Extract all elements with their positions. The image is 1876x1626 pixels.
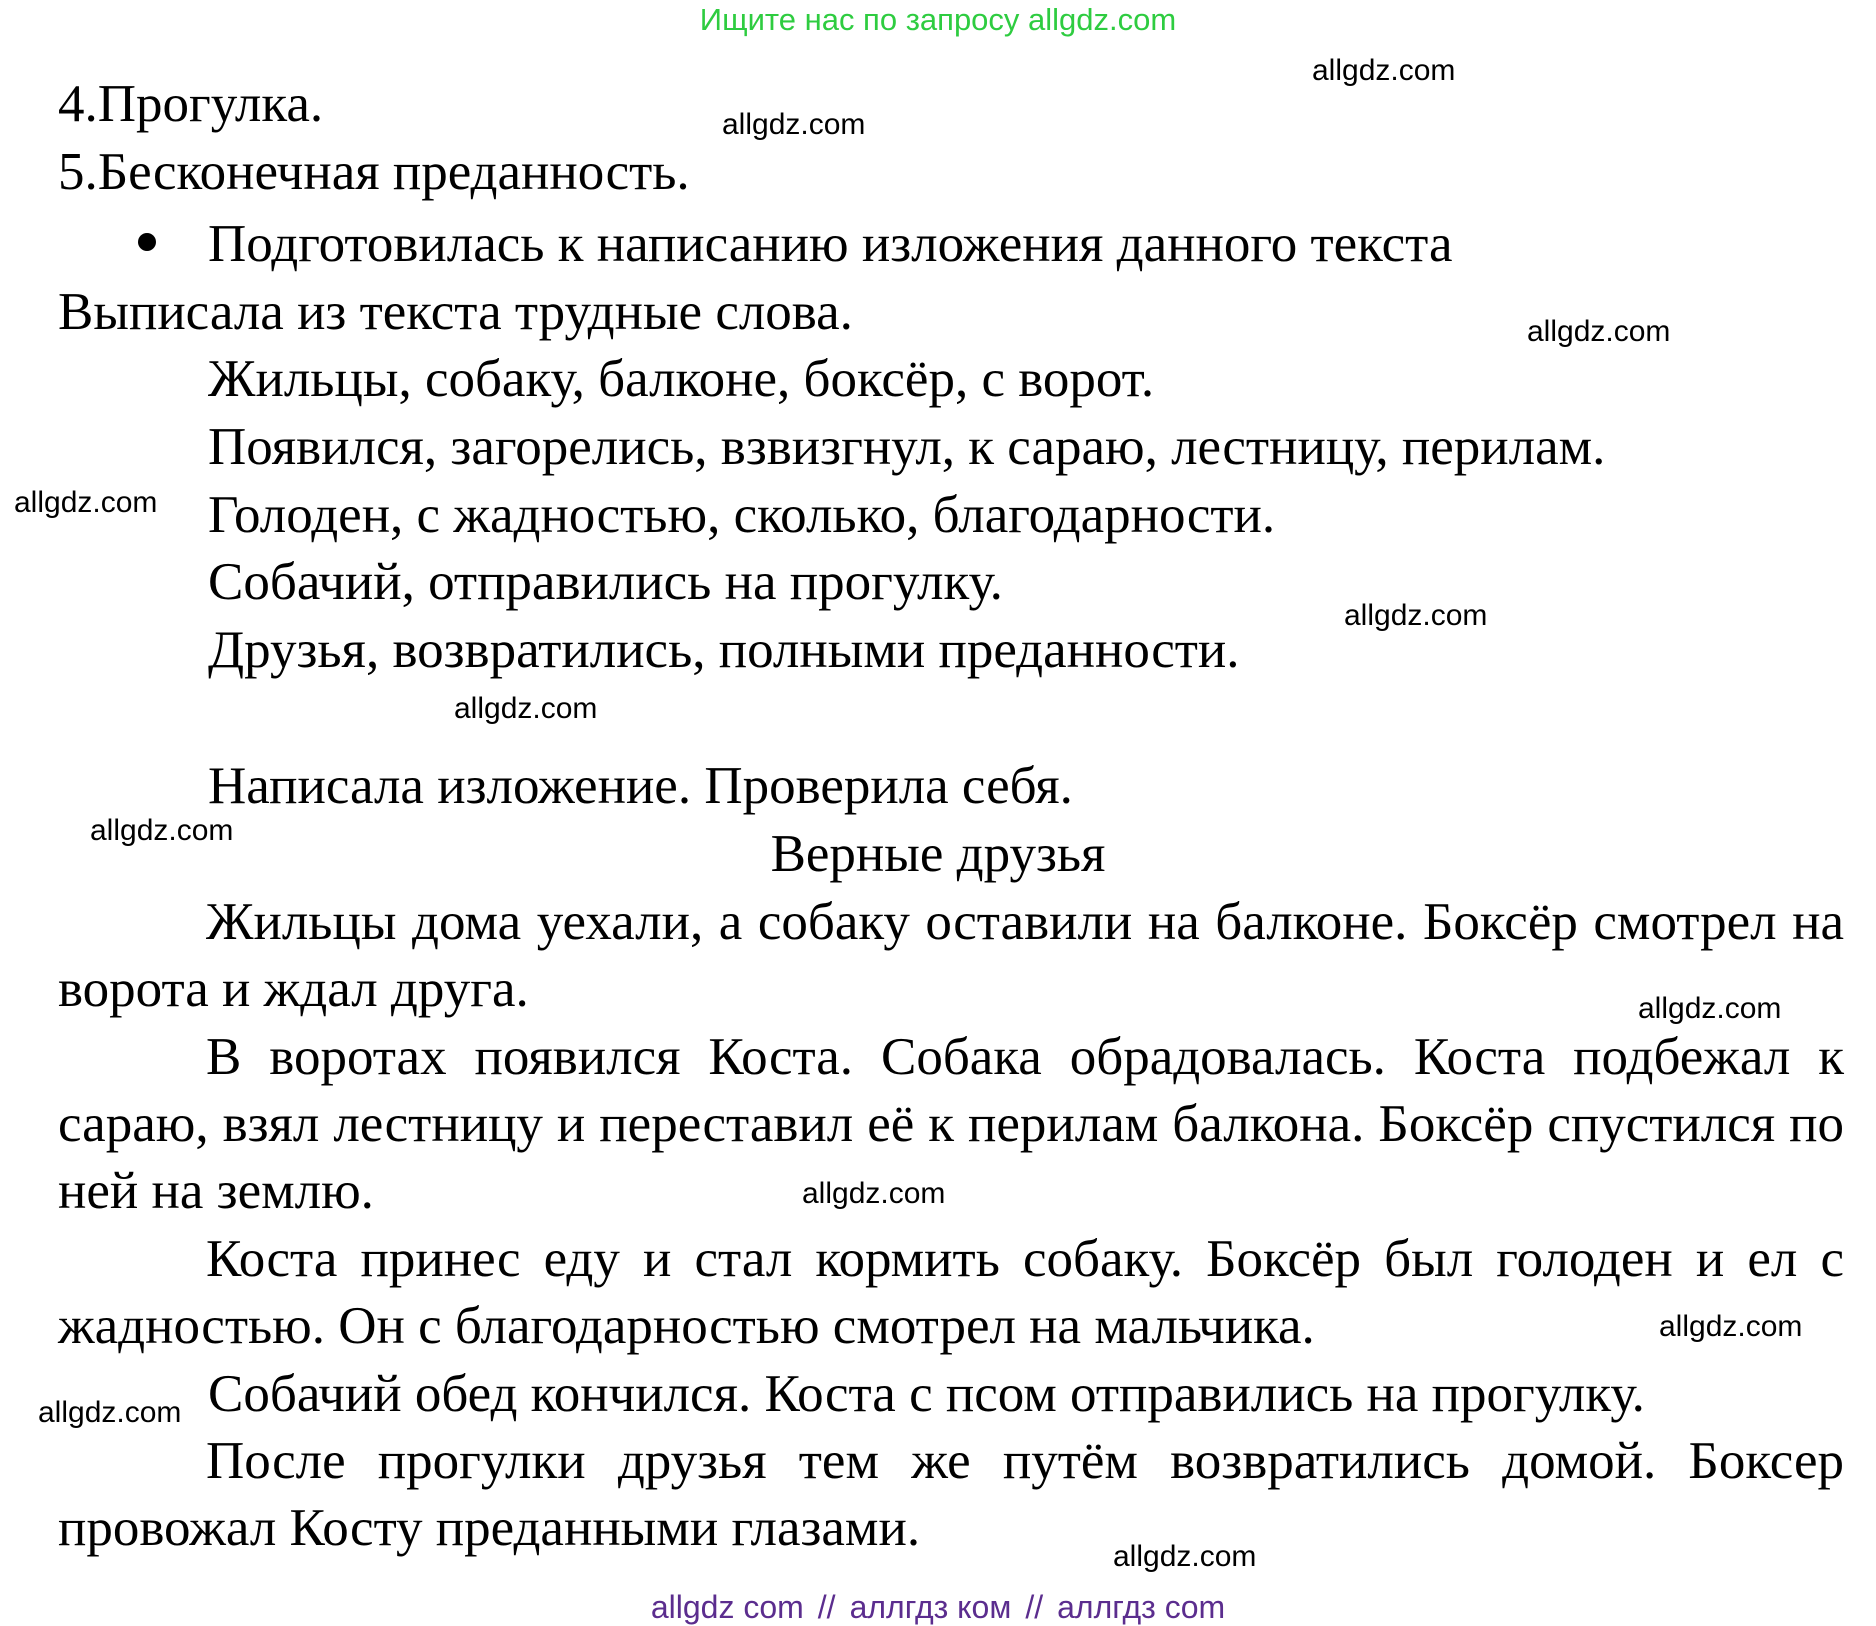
plan-item-5: 5.Бесконечная преданность. (58, 143, 690, 201)
essay-paragraph-text: В воротах появился Коста. Собака обрадовалась. Коста подбежал к сараю, взял лестницу и переставил её к перилам балкона. Боксёр спустился по ней на землю. (58, 1028, 1844, 1220)
essay-paragraph-text: Коста принес еду и стал кормить собаку. Боксёр был голоден и ел с жадностью. Он с благодарностью смотрел на мальчика. (58, 1230, 1844, 1355)
watermark: allgdz.com (1638, 992, 1782, 1025)
essay-title: Верные друзья (770, 825, 1106, 883)
watermark: allgdz.com (1312, 54, 1456, 87)
watermark: allgdz.com (722, 108, 866, 141)
essay-paragraph-text: Собачий обед кончился. Коста с псом отправились на прогулку. (208, 1365, 1645, 1423)
hard-words-intro: Выписала из текста трудные слова. (58, 283, 853, 341)
watermark: allgdz.com (38, 1396, 182, 1429)
hard-words-line: Друзья, возвратились, полными преданности. (208, 621, 1240, 679)
watermark: allgdz.com (802, 1177, 946, 1210)
bottom-banner-separator: // (817, 1589, 836, 1625)
watermark: allgdz.com (14, 486, 158, 519)
essay-paragraph (58, 1024, 1844, 1225)
bottom-banner-part: аллгдз ком (849, 1589, 1012, 1625)
top-banner: Ищите нас по запросу allgdz.com (699, 2, 1177, 37)
bullet-icon (138, 233, 156, 251)
wrote-line: Написала изложение. Проверила себя. (208, 757, 1073, 815)
hard-words-line: Появился, загорелись, взвизгнул, к сараю, лестницу, перилам. (208, 418, 1606, 476)
watermark: allgdz.com (1659, 1310, 1803, 1343)
watermark: allgdz.com (1527, 315, 1671, 348)
watermark: allgdz.com (90, 814, 234, 847)
essay-paragraph-text: После прогулки друзья тем же путём возвратились домой. Боксер провожал Косту преданными глазами. (58, 1432, 1844, 1557)
bottom-banner (0, 1588, 1876, 1626)
bottom-banner-part: allgdz com (650, 1589, 804, 1625)
bottom-banner-part: аллгдз com (1057, 1589, 1226, 1625)
plan-item-4: 4.Прогулка. (58, 75, 324, 133)
essay-paragraph (58, 889, 1844, 1023)
watermark: allgdz.com (1113, 1540, 1257, 1573)
bullet-text: Подготовилась к написанию изложения данного текста (208, 215, 1453, 273)
essay-paragraph (58, 1226, 1844, 1360)
hard-words-line: Голоден, с жадностью, сколько, благодарности. (208, 486, 1276, 544)
hard-words-line: Жильцы, собаку, балконе, боксёр, с ворот. (208, 350, 1155, 408)
watermark: allgdz.com (454, 692, 598, 725)
essay-paragraph (58, 1428, 1844, 1562)
watermark: allgdz.com (1344, 599, 1488, 632)
essay-paragraph-text: Жильцы дома уехали, а собаку оставили на балконе. Боксёр смотрел на ворота и ждал друга. (58, 893, 1844, 1018)
bottom-banner-separator: // (1025, 1589, 1044, 1625)
hard-words-line: Собачий, отправились на прогулку. (208, 553, 1003, 611)
